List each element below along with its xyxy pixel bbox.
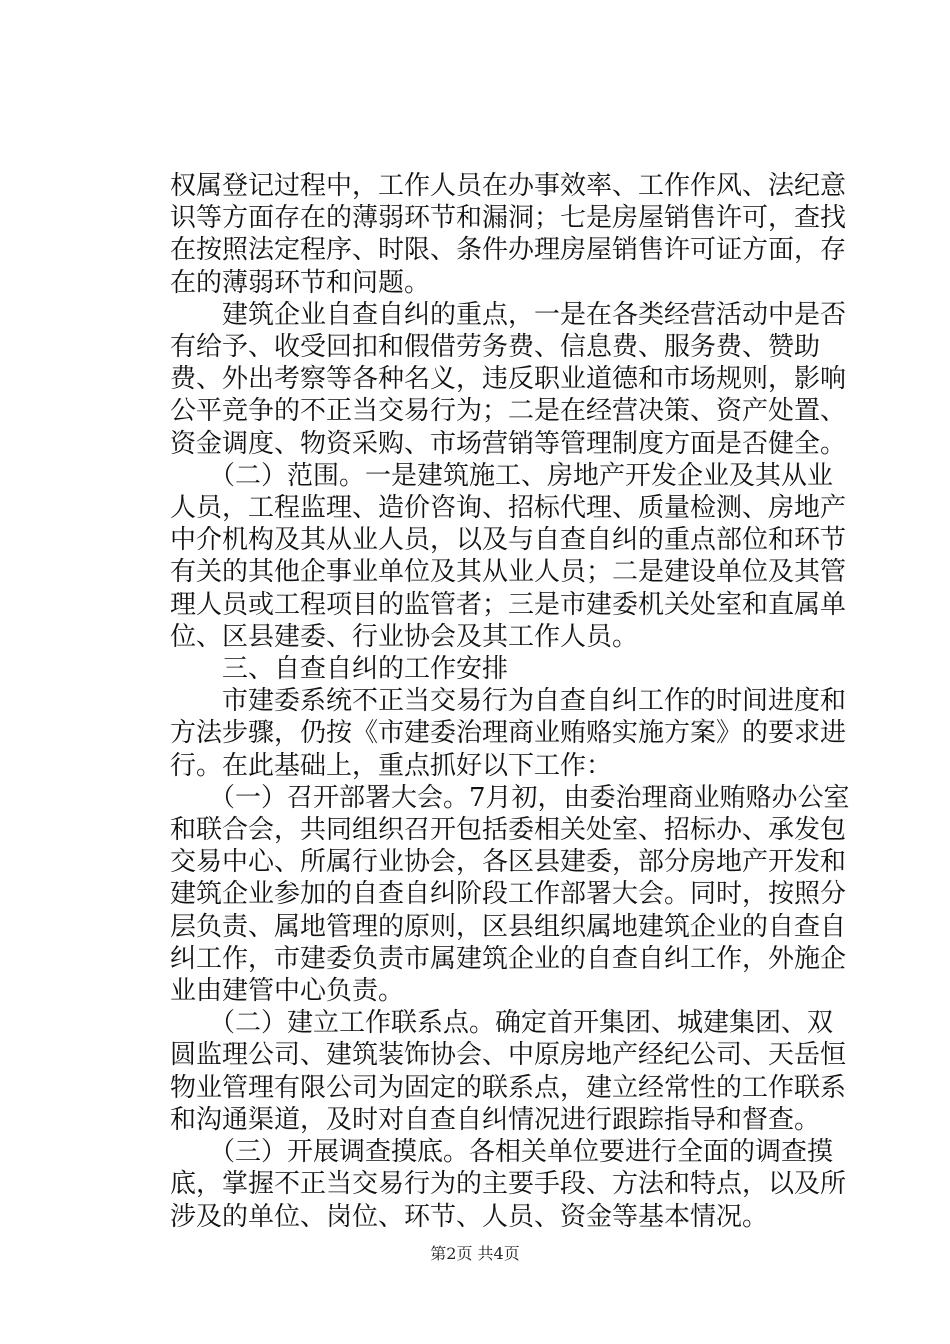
paragraph-2: 建筑企业自查自纠的重点，一是在各类经营活动中是否有给予、收受回扣和假借劳务费、信息费、服务费、赞助费、外出考察等各种名义，违反职业道德和市场规则，影响公平竞争的不正当交易行为；二是在经营决策、资产处置、资金调度、物资采购、市场营销等管理制度方面是否健全。	[170, 299, 847, 459]
paragraph-7: （二）建立工作联系点。确定首开集团、城建集团、双圆监理公司、建筑装饰协会、中原房地产经纪公司、天岳恒物业管理有限公司为固定的联系点，建立经常性的工作联系和沟通渠道，及时对自查自纠情况进行跟踪指导和督查。	[170, 1008, 847, 1135]
paragraph-5: 市建委系统不正当交易行为自查自纠工作的时间进度和方法步骤，仍按《市建委治理商业贿赂实施方案》的要求进行。在此基础上，重点抓好以下工作：	[170, 686, 847, 781]
page-number-footer: 第2页 共4页	[430, 1244, 520, 1263]
paragraph-8: （三）开展调查摸底。各相关单位要进行全面的调查摸底，掌握不正当交易行为的主要手段、方法和特点，以及所涉及的单位、岗位、环节、人员、资金等基本情况。	[170, 1137, 847, 1232]
paragraph-6: （一）召开部署大会。7月初，由委治理商业贿赂办公室和联合会，共同组织召开包括委相关处室、招标办、承发包交易中心、所属行业协会，各区县建委，部分房地产开发和建筑企业参加的自查自纠阶段工作部署大会。同时，按照分层负责、属地管理的原则，区县组织属地建筑企业的自查自纠工作，市建委负责市属建筑企业的自查自纠工作，外施企业由建管中心负责。	[170, 782, 850, 1007]
paragraph-3: （二）范围。一是建筑施工、房地产开发企业及其从业人员，工程监理、造价咨询、招标代理、质量检测、房地产中介机构及其从业人员，以及与自查自纠的重点部位和环节有关的其他企事业单位及其从业人员；二是建设单位及其管理人员或工程项目的监管者；三是市建委机关处室和直属单位、区县建委、行业协会及其工作人员。	[170, 460, 847, 652]
section-heading: 三、自查自纠的工作安排	[170, 654, 509, 685]
paragraph-1: 权属登记过程中，工作人员在办事效率、工作作风、法纪意识等方面存在的薄弱环节和漏洞；七是房屋销售许可，查找在按照法定程序、时限、条件办理房屋销售许可证方面，存在的薄弱环节和问题。	[170, 171, 847, 298]
document-body	[170, 170, 850, 1233]
